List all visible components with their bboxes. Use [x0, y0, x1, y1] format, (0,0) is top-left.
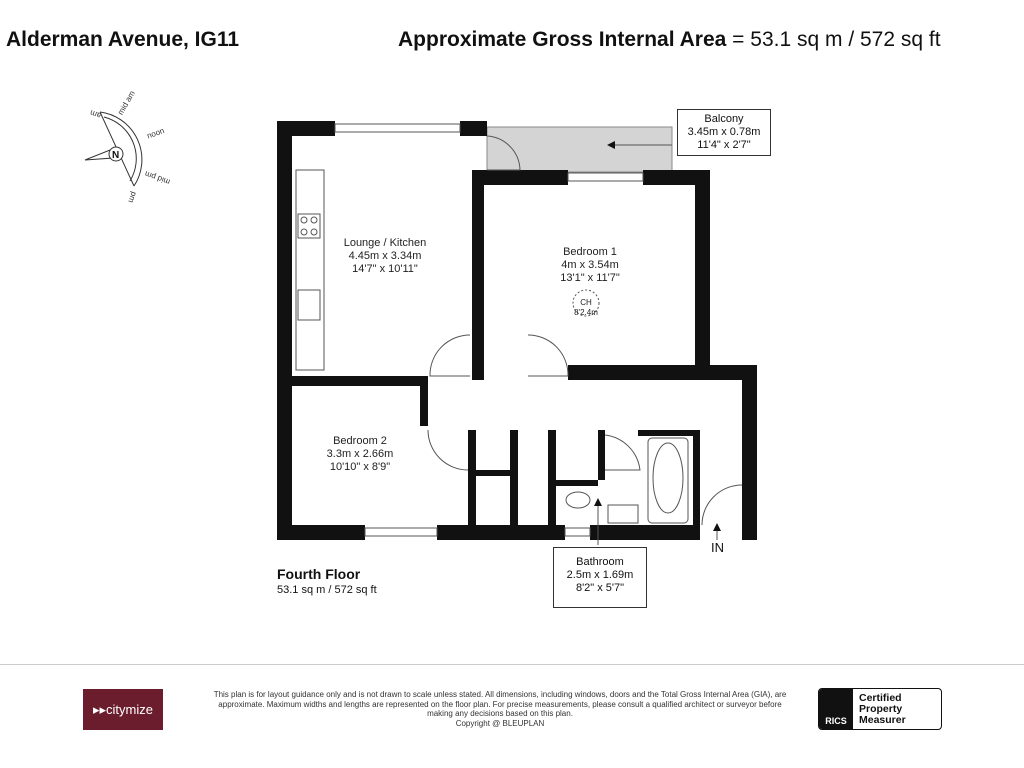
room-bathroom	[553, 547, 647, 608]
room-name: Lounge / Kitchen	[343, 237, 427, 249]
room-metric: 3.45m x 0.78m	[687, 126, 761, 138]
room-metric: 4.45m x 3.34m	[348, 250, 422, 262]
svg-text:pm: pm	[126, 190, 139, 205]
balcony-area	[487, 127, 672, 172]
windows-doors	[296, 124, 742, 545]
gross-area-value: = 53.1 sq m / 572 sq ft	[732, 28, 941, 51]
disclaimer-text: This plan is for layout guidance only and is not drawn to scale unless stated. All dimensions, including windows, doors and the Total Gross Internal Area (GIA), are approximate. Maximum widths and lengths are represented on the floor plan. For precise measurements, please consult a qualified architect or surveyor before making any decisions based on this plan.	[213, 690, 787, 718]
ceiling-height	[566, 298, 606, 318]
citymize-logo	[83, 689, 163, 730]
rics-line: Certified	[859, 691, 902, 704]
room-imperial: 13'1" x 11'7"	[560, 272, 620, 284]
room-bedroom-1	[535, 246, 645, 285]
rics-badge	[818, 688, 942, 730]
room-imperial: 14'7" x 10'11"	[352, 263, 418, 275]
entrance-label: IN	[711, 540, 724, 555]
ceiling-value: 8'2.4m	[574, 308, 598, 317]
ceiling-label: CH	[580, 298, 592, 307]
rics-mark: RICS	[819, 689, 853, 729]
floor-name: Fourth Floor	[277, 566, 361, 582]
brand-name: citymize	[106, 702, 153, 717]
room-metric: 2.5m x 1.69m	[566, 569, 634, 581]
divider	[0, 664, 1024, 665]
svg-text:mid am: mid am	[115, 89, 137, 117]
disclaimer	[210, 690, 790, 728]
room-bedroom-2	[305, 435, 415, 474]
svg-text:noon: noon	[145, 126, 166, 141]
room-imperial: 8'2" x 5'7"	[575, 582, 625, 594]
room-lounge-kitchen	[330, 237, 440, 276]
room-metric: 4m x 3.54m	[561, 259, 619, 271]
rics-line: Measurer	[859, 713, 906, 726]
rics-line: Property	[859, 702, 903, 715]
room-name: Balcony	[704, 113, 744, 125]
copyright: Copyright @ BLEUPLAN	[455, 718, 545, 728]
svg-text:mid pm: mid pm	[143, 169, 172, 187]
gross-area-label: Approximate Gross Internal Area	[398, 28, 727, 51]
walls	[277, 121, 757, 540]
property-title: Alderman Avenue, IG11	[6, 28, 240, 51]
room-balcony	[677, 109, 771, 156]
room-name: Bathroom	[576, 556, 624, 568]
room-imperial: 10'10" x 8'9"	[329, 461, 391, 473]
room-name: Bedroom 1	[563, 246, 617, 258]
compass-north: N	[112, 150, 120, 161]
svg-text:am: am	[88, 108, 103, 121]
floor-area: 53.1 sq m / 572 sq ft	[277, 584, 377, 596]
room-name: Bedroom 2	[333, 435, 387, 447]
compass-icon	[85, 89, 171, 204]
room-imperial: 11'4" x 2'7"	[697, 139, 751, 151]
room-metric: 3.3m x 2.66m	[326, 448, 394, 460]
logo-arrows-icon: ▸▸	[92, 701, 107, 717]
